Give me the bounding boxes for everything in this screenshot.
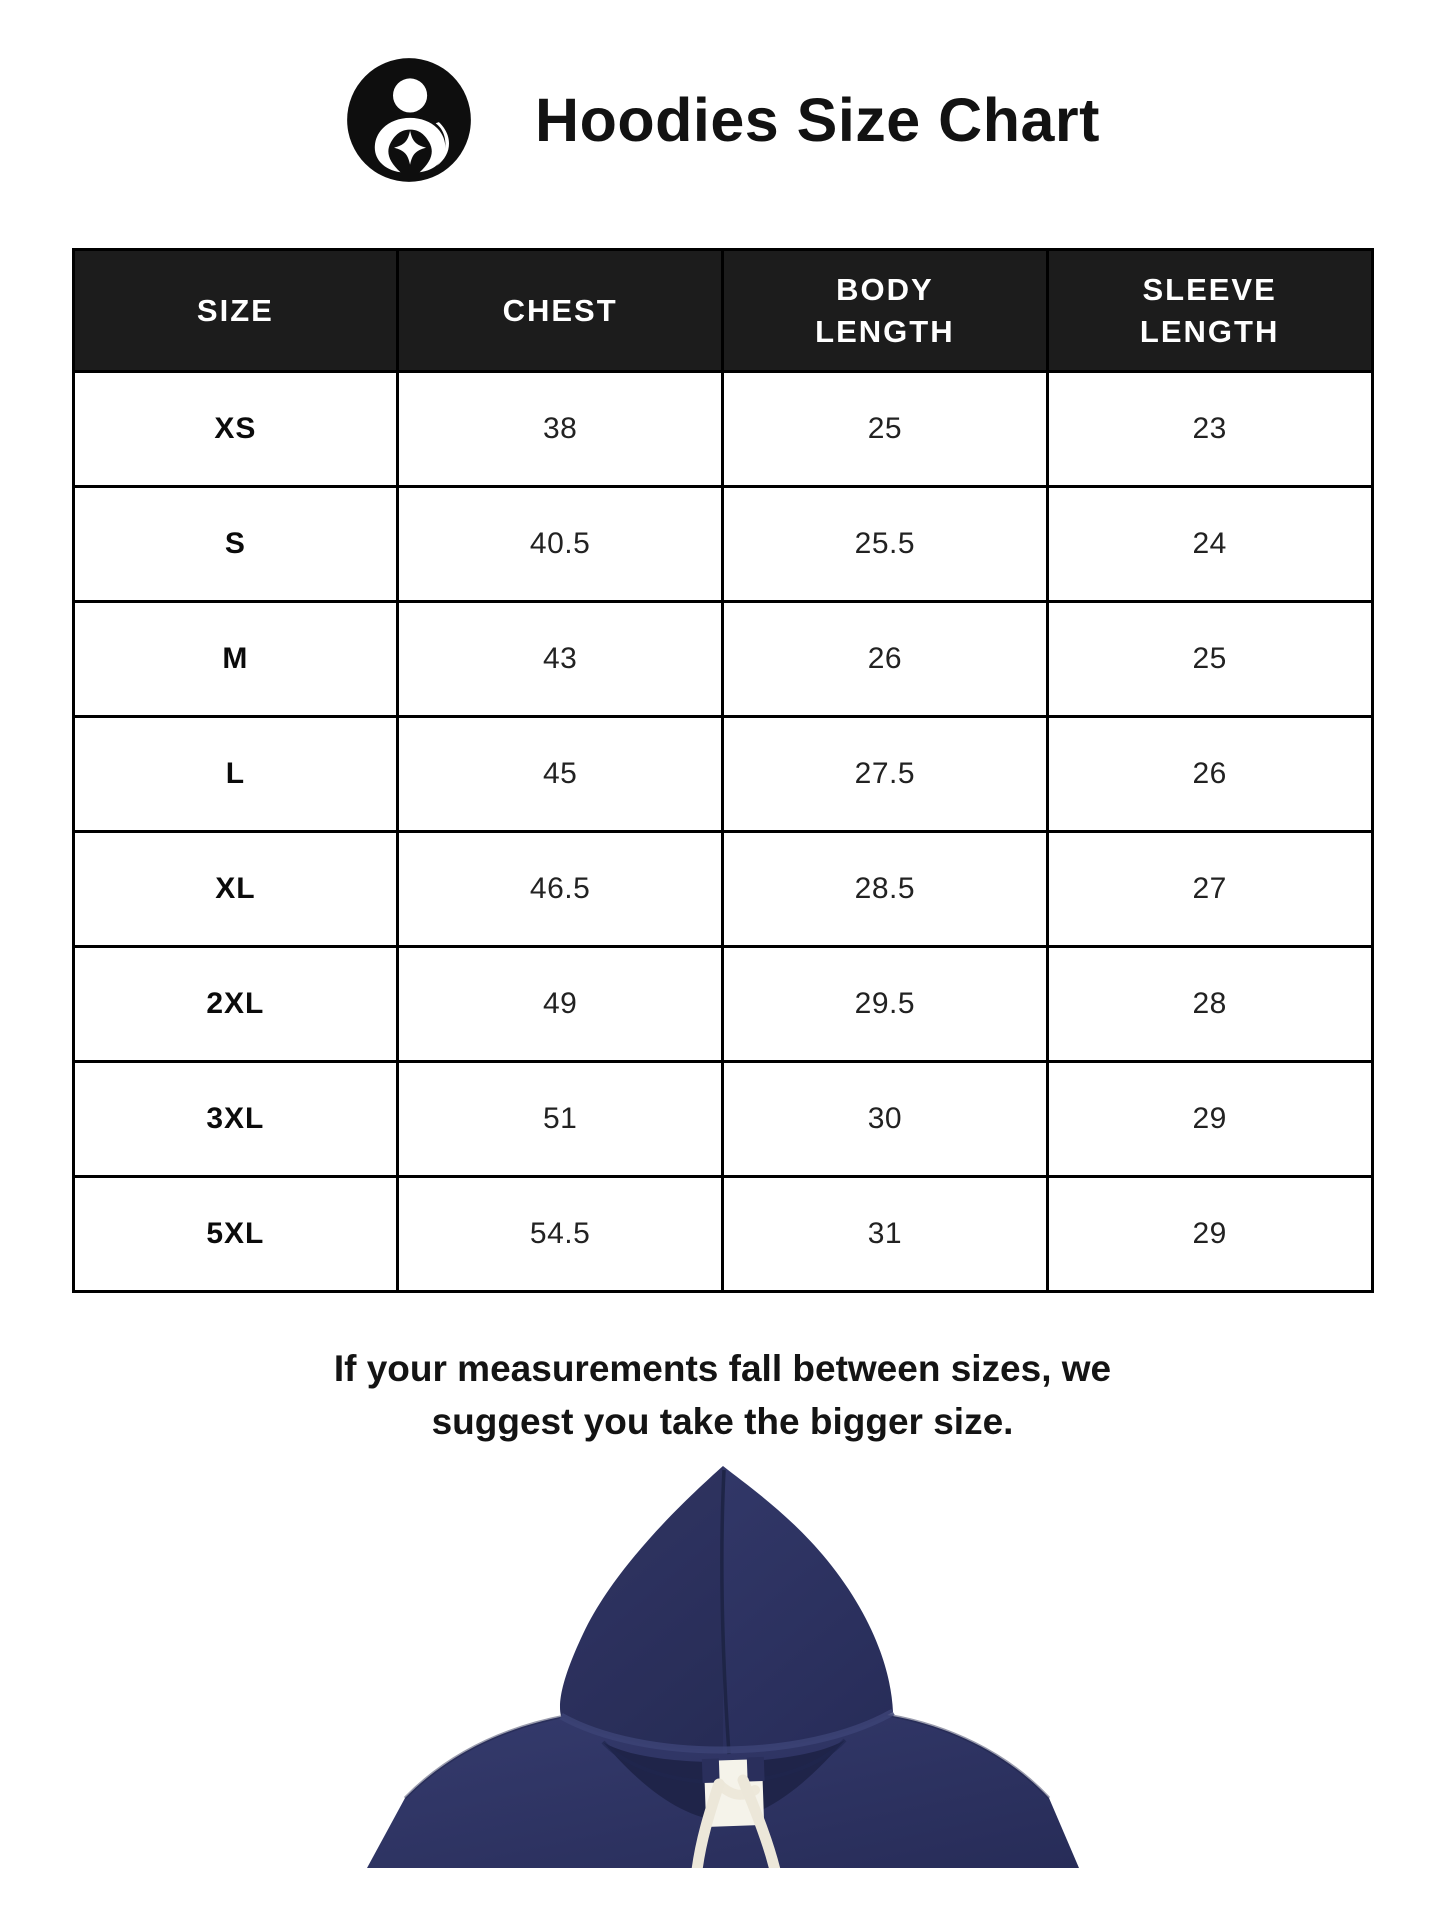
cell-sleeve-length: 23: [1047, 372, 1372, 487]
cell-size: 3XL: [73, 1062, 398, 1177]
cell-chest: 49: [398, 947, 723, 1062]
table-row: [73, 717, 1372, 832]
cell-body-length: 28.5: [723, 832, 1048, 947]
sizing-note-line1: If your measurements fall between sizes, we: [333, 1348, 1112, 1389]
cell-chest: 51: [398, 1062, 723, 1177]
cell-body-length: 30: [723, 1062, 1048, 1177]
table-header-row: [73, 250, 1372, 372]
table-row: [73, 602, 1372, 717]
table-row: [73, 372, 1372, 487]
hoodie-illustration: [367, 1466, 1079, 1868]
size-chart-section: [0, 248, 1445, 1293]
table-row: [73, 832, 1372, 947]
cell-chest: 43: [398, 602, 723, 717]
cell-sleeve-length: 24: [1047, 487, 1372, 602]
col-header-size: [73, 250, 398, 372]
cell-size: M: [73, 602, 398, 717]
cell-chest: 45: [398, 717, 723, 832]
cell-sleeve-length: 28: [1047, 947, 1372, 1062]
cell-size: L: [73, 717, 398, 832]
size-chart-table: [72, 248, 1374, 1293]
cell-body-length: 29.5: [723, 947, 1048, 1062]
product-photo: [0, 1462, 1445, 1868]
cell-chest: 38: [398, 372, 723, 487]
cell-size: S: [73, 487, 398, 602]
cell-chest: 54.5: [398, 1177, 723, 1292]
table-row: [73, 487, 1372, 602]
cell-body-length: 25: [723, 372, 1048, 487]
cell-size: 2XL: [73, 947, 398, 1062]
cell-size: XL: [73, 832, 398, 947]
cell-size: XS: [73, 372, 398, 487]
cell-sleeve-length: 25: [1047, 602, 1372, 717]
col-header-label: SLEEVE: [1142, 271, 1277, 307]
cell-body-length: 27.5: [723, 717, 1048, 832]
col-header-chest: [398, 250, 723, 372]
page-header: [0, 0, 1445, 184]
cell-sleeve-length: 27: [1047, 832, 1372, 947]
col-header-label: BODY: [836, 271, 934, 307]
cell-chest: 46.5: [398, 832, 723, 947]
col-header-body-length: [723, 250, 1048, 372]
col-header-label: SIZE: [196, 292, 274, 328]
cell-sleeve-length: 29: [1047, 1062, 1372, 1177]
cell-body-length: 31: [723, 1177, 1048, 1292]
sizing-note: [0, 1343, 1445, 1448]
col-header-label: LENGTH: [815, 313, 955, 349]
col-header-label: CHEST: [502, 292, 618, 328]
cell-sleeve-length: 29: [1047, 1177, 1372, 1292]
cell-chest: 40.5: [398, 487, 723, 602]
page-title: Hoodies Size Chart: [535, 86, 1100, 154]
table-row: [73, 1062, 1372, 1177]
hoodie-image: [353, 1462, 1093, 1868]
col-header-label: LENGTH: [1139, 313, 1280, 349]
table-row: [73, 947, 1372, 1062]
cell-body-length: 26: [723, 602, 1048, 717]
sizing-note-line2: suggest you take the bigger size.: [431, 1400, 1014, 1442]
cell-size: 5XL: [73, 1177, 398, 1292]
cell-body-length: 25.5: [723, 487, 1048, 602]
cell-sleeve-length: 26: [1047, 717, 1372, 832]
col-header-sleeve-length: [1047, 250, 1372, 372]
brand-logo-icon: [345, 56, 473, 184]
table-row: [73, 1177, 1372, 1292]
